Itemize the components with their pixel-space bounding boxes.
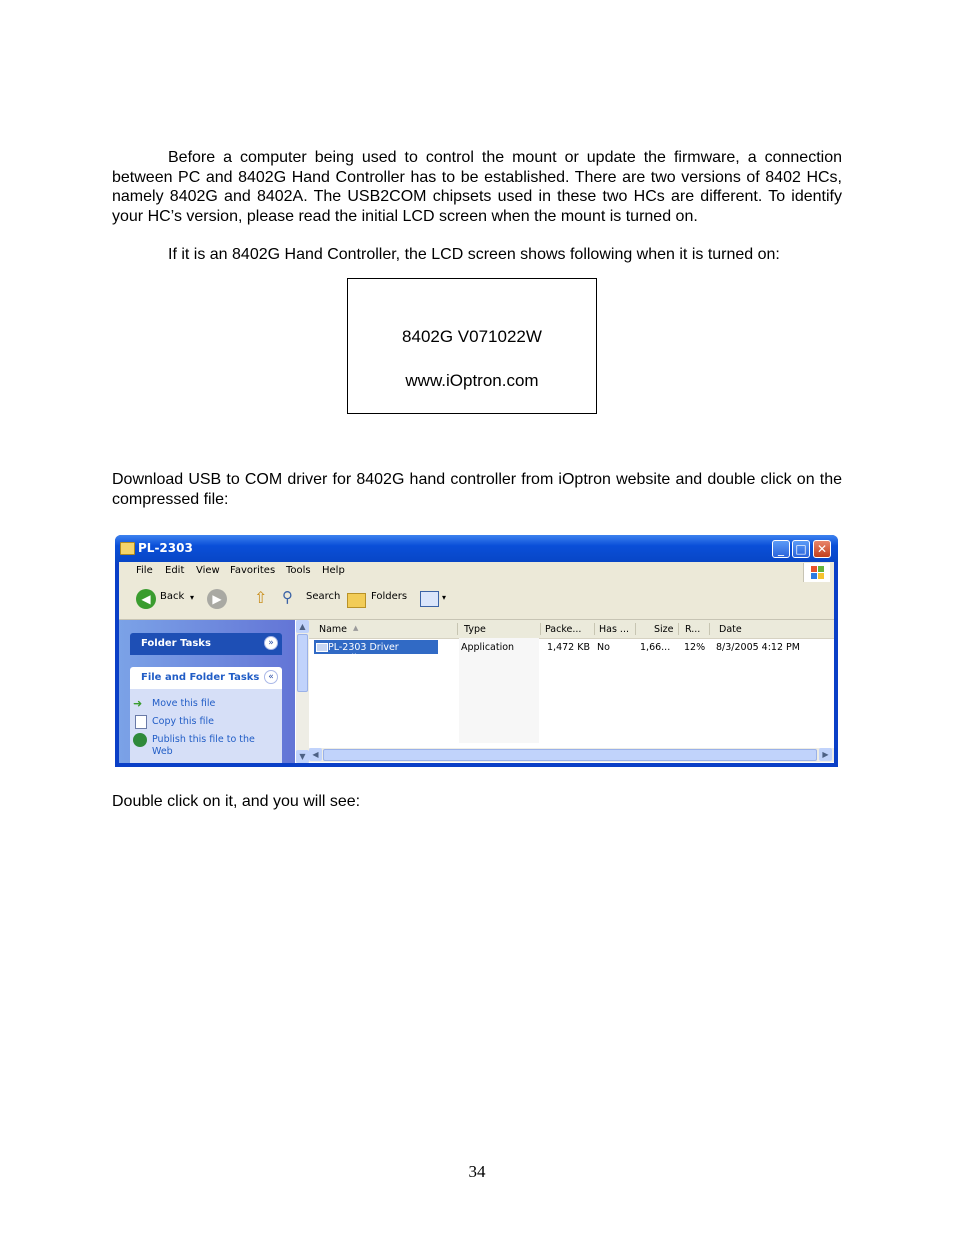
file-has: No bbox=[597, 642, 610, 653]
close-button[interactable] bbox=[813, 540, 831, 558]
search-button[interactable]: Search bbox=[306, 591, 341, 602]
col-size[interactable]: Size bbox=[654, 624, 674, 635]
file-packed: 1,472 KB bbox=[547, 642, 590, 653]
lcd-url-line: www.iOptron.com bbox=[405, 371, 539, 390]
publish-icon bbox=[133, 733, 147, 747]
chevron-up-icon[interactable]: « bbox=[264, 670, 278, 684]
file-list bbox=[309, 620, 834, 763]
file-type: Application bbox=[461, 642, 515, 653]
folder-tasks-header[interactable] bbox=[130, 633, 282, 655]
col-ratio[interactable]: R... bbox=[685, 624, 701, 635]
scroll-right-icon[interactable]: ▶ bbox=[819, 748, 832, 761]
lcd-screen-box bbox=[347, 278, 597, 414]
column-headers bbox=[309, 620, 834, 639]
selected-file-name[interactable] bbox=[314, 640, 438, 664]
file-name: PL-2303 Driver Installer bbox=[328, 642, 399, 664]
close-icon: ✕ bbox=[816, 542, 828, 556]
column-separator bbox=[594, 623, 595, 635]
forward-icon[interactable]: ▶ bbox=[207, 589, 227, 609]
folders-icon bbox=[347, 593, 366, 608]
back-icon[interactable]: ◀ bbox=[136, 589, 156, 609]
scroll-left-icon[interactable]: ◀ bbox=[309, 748, 322, 761]
col-packed[interactable]: Packe... bbox=[545, 624, 582, 635]
file-size: 1,66... bbox=[640, 642, 671, 653]
file-folder-tasks-title: File and Folder Tasks bbox=[141, 672, 260, 683]
sort-ascending-icon: ▲ bbox=[353, 624, 359, 632]
column-separator bbox=[635, 623, 636, 635]
scroll-thumb[interactable] bbox=[323, 749, 817, 761]
menu-help[interactable]: Help bbox=[322, 565, 345, 576]
folders-button[interactable]: Folders bbox=[371, 591, 408, 602]
back-button[interactable]: Back bbox=[160, 591, 185, 602]
download-paragraph: Download USB to COM driver for 8402G hand controller from iOptron website and double click on the compressed file: bbox=[112, 471, 842, 508]
application-icon bbox=[316, 643, 328, 652]
folder-icon bbox=[120, 542, 135, 555]
maximize-button[interactable] bbox=[792, 540, 810, 558]
menu-edit[interactable]: Edit bbox=[165, 565, 185, 576]
scroll-up-icon[interactable]: ▲ bbox=[296, 620, 309, 633]
views-dropdown-icon[interactable]: ▾ bbox=[442, 593, 447, 602]
table-row[interactable] bbox=[309, 640, 834, 664]
file-ratio: 12% bbox=[684, 642, 706, 653]
menu-file[interactable]: File bbox=[136, 565, 153, 576]
window-title: PL-2303 bbox=[138, 541, 193, 555]
search-icon: ⚲ bbox=[282, 588, 293, 606]
menu-tools[interactable]: Tools bbox=[286, 565, 311, 576]
task-publish-file[interactable]: Publish this file to the bbox=[152, 734, 255, 745]
lcd-intro-paragraph: If it is an 8402G Hand Controller, the LCD screen shows following when it is turned on: bbox=[168, 246, 780, 263]
copy-icon bbox=[135, 715, 147, 729]
column-separator bbox=[457, 623, 458, 635]
scroll-thumb[interactable] bbox=[297, 634, 308, 692]
col-date[interactable]: Date bbox=[719, 624, 742, 635]
explorer-window bbox=[115, 535, 838, 767]
task-move-file[interactable]: Move this file bbox=[152, 698, 216, 709]
task-copy-file[interactable]: Copy this file bbox=[152, 716, 214, 727]
task-publish-file-web[interactable]: Web bbox=[152, 746, 173, 757]
content-area bbox=[119, 620, 834, 763]
task-pane bbox=[119, 620, 295, 763]
col-name[interactable]: Name bbox=[319, 624, 348, 635]
task-pane-scrollbar[interactable] bbox=[296, 620, 309, 763]
maximize-icon: □ bbox=[795, 542, 807, 556]
file-folder-tasks-list bbox=[130, 689, 282, 763]
title-bar[interactable] bbox=[115, 535, 838, 562]
lcd-version-line: 8402G V071022W bbox=[402, 327, 542, 346]
file-folder-tasks-header[interactable] bbox=[130, 667, 282, 689]
scroll-down-icon[interactable]: ▼ bbox=[296, 750, 309, 763]
file-date: 8/3/2005 4:12 PM bbox=[716, 642, 800, 653]
menu-bar bbox=[119, 562, 834, 584]
back-dropdown-icon[interactable]: ▾ bbox=[190, 593, 195, 602]
col-type[interactable]: Type bbox=[464, 624, 486, 635]
col-has[interactable]: Has ... bbox=[599, 624, 629, 635]
menu-view[interactable]: View bbox=[196, 565, 220, 576]
instruction-paragraph: Double click on it, and you will see: bbox=[112, 793, 361, 810]
toolbar bbox=[119, 583, 834, 620]
minimize-button[interactable] bbox=[772, 540, 790, 558]
column-separator bbox=[540, 623, 541, 635]
minimize-icon: _ bbox=[778, 542, 784, 556]
menu-favorites[interactable]: Favorites bbox=[230, 565, 276, 576]
intro-paragraph: Before a computer being used to control the mount or update the firmware, a connection between PC and 8402G Hand Controller has to be established. There are two versions of 8402 HCs, namely 8402G and 8402A. The USB2COM chipsets used in these two HCs are different. To identify your HC’s version, please read the initial LCD screen when the mount is turned on. bbox=[112, 149, 842, 225]
column-separator bbox=[709, 623, 710, 635]
folder-tasks-title: Folder Tasks bbox=[141, 638, 211, 649]
horizontal-scrollbar[interactable] bbox=[309, 748, 834, 762]
move-icon: ➜ bbox=[133, 697, 143, 710]
page-number: 34 bbox=[468, 1162, 486, 1181]
chevron-down-icon[interactable]: » bbox=[264, 636, 278, 650]
views-icon[interactable] bbox=[420, 591, 439, 607]
windows-logo-icon bbox=[803, 563, 830, 582]
up-folder-icon[interactable]: ⇧ bbox=[254, 588, 268, 607]
column-separator bbox=[678, 623, 679, 635]
